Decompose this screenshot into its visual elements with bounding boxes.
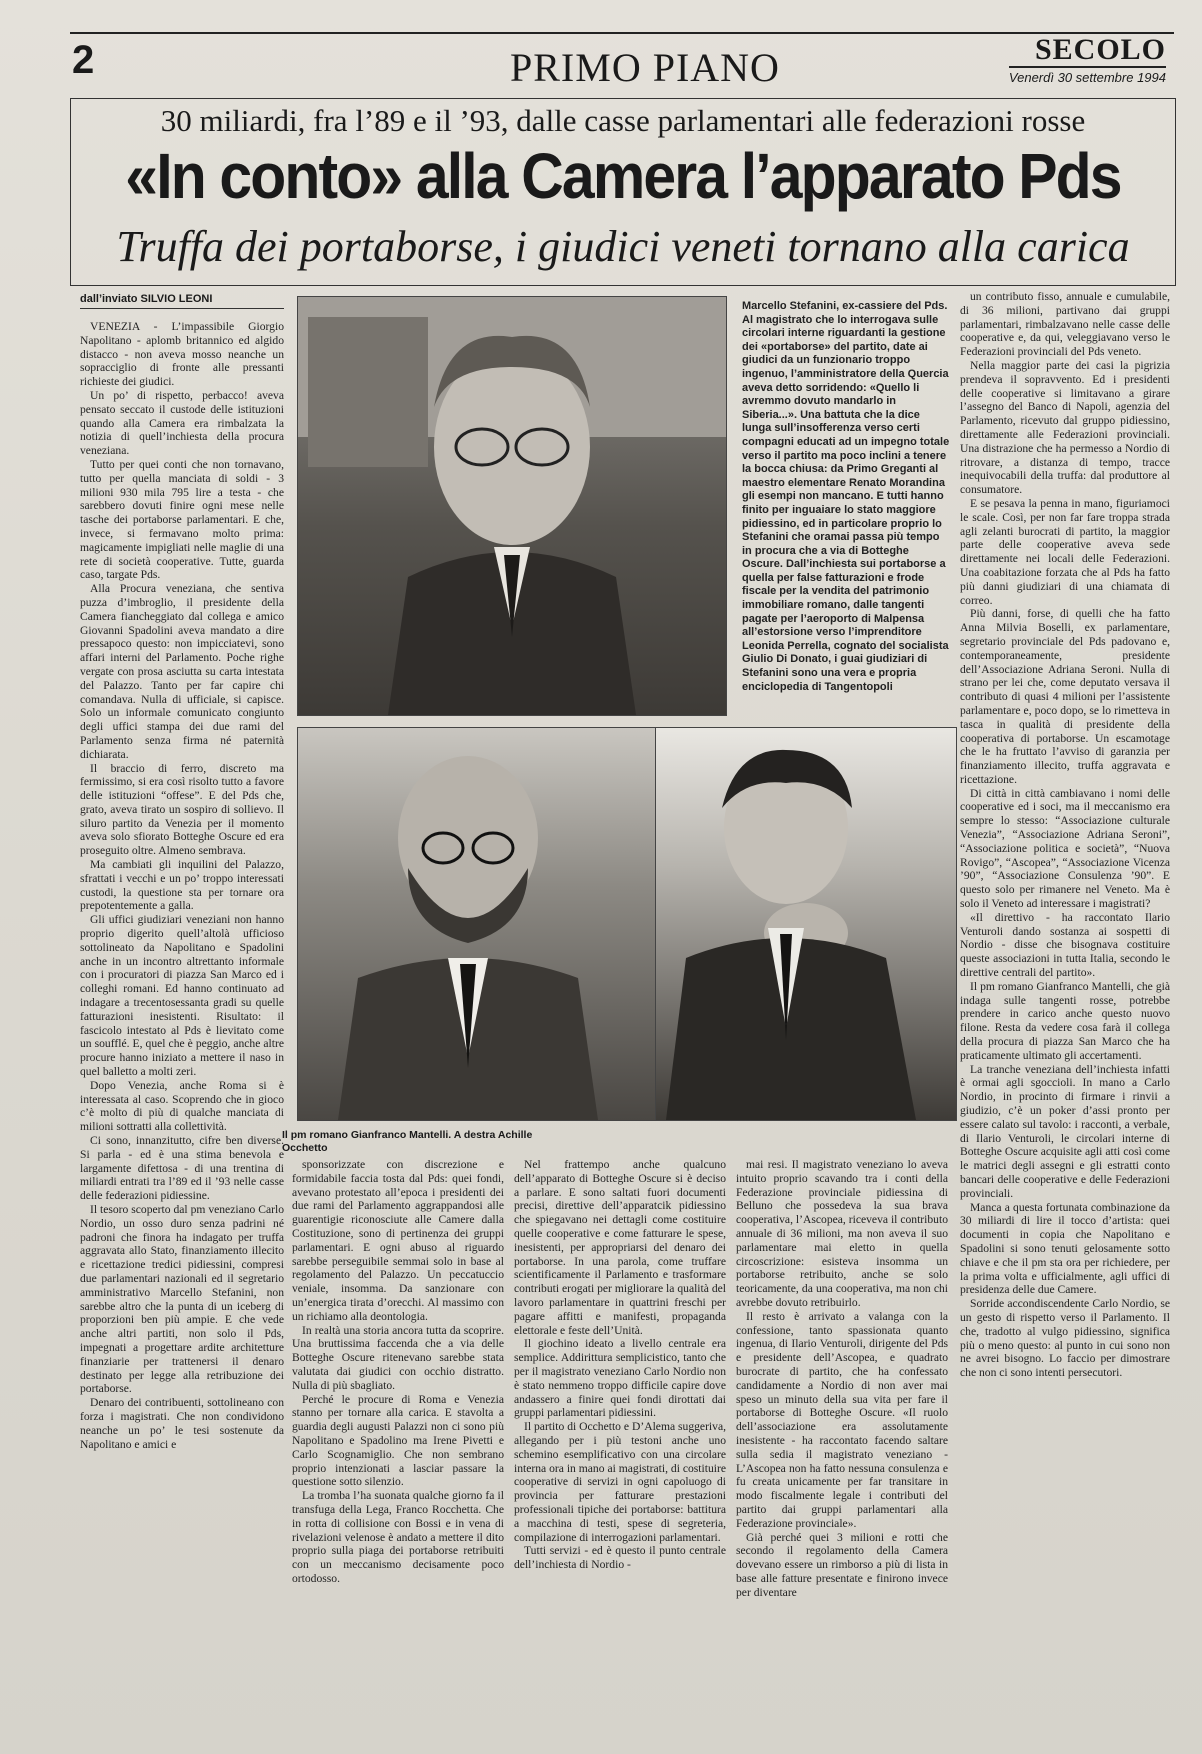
portrait-figure [298, 297, 726, 715]
page-number: 2 [72, 38, 95, 82]
paragraph: Il giochino ideato a livello centrale era semplice. Addirittura semplicistico, tanto che per il magistrato veneziano Carlo Nordio non è stato nemmeno troppo difficile capire dove andassero a finire quei fondi dirottati dai gruppi parlamentari pidiessini. [514, 1337, 726, 1420]
masthead [1009, 34, 1166, 85]
kicker: 30 miliardi, fra l’89 e il ’93, dalle casse parlamentari alle federazioni rosse [160, 103, 1086, 138]
paragraph: Ma cambiati gli inquilini del Palazzo, sfrattati i vecchi e un po’ troppo interessati custodi, la questione sta per tornare ora prepotentemente a galla. [80, 858, 284, 913]
issue-date: Venerdì 30 settembre 1994 [1008, 70, 1166, 85]
column-bottom-2 [514, 1158, 726, 1728]
paragraph: In realtà una storia ancora tutta da scoprire. Una bruttissima faccenda che a via delle Botteghe Oscure ritenevano sarebbe stata valutata dai giudici con occhio distratto. Nulla di più sbagliato. [292, 1323, 504, 1392]
paragraph: Di città in città cambiavano i nomi delle cooperative ed i soci, ma il meccanismo era sempre lo stesso: “Associazione culturale Venezia”, “Associazione Adriana Seroni”, “Associazione politica e società”, “Nuova Rovigo”, “Ascopea”, “Associazione Vicenza ’90”, “Associazione Consulenza ’90”. E questo solo per rimanere nel Veneto. Ma è solo il Veneto ad interessare i magistrati? [960, 786, 1170, 911]
paragraph: Il braccio di ferro, discreto ma fermissimo, si era così risolto tutto a favore delle istituzioni “offese”. E del Pds che, grato, aveva tirato un sospiro di sollievo. Il siluro partito da Venezia per il momento aveva solo sfiorato Botteghe Oscure ed era proseguito oltre. Almeno sembrava. [80, 761, 284, 858]
photo-occhetto [655, 727, 957, 1121]
newspaper-name: SECOLO [1009, 34, 1166, 68]
paragraph: Dopo Venezia, anche Roma si è interessata al caso. Scoprendo che in gioco c’è molto di più di qualche manciata di milioni sottratti alla collettività. [80, 1078, 284, 1134]
paragraph: Sorride accondiscendente Carlo Nordio, se un gesto di rispetto verso il Parlamento. Il che, tradotto al vulgo pidiessino, significa più o meno questo: al punto in cui sono non ne avrei bisogno. Lo faccio per dimostrare che non ci sono intenti persecutori. [960, 1297, 1170, 1380]
photo-stefanini [297, 296, 727, 716]
headline: «In conto» alla Camera l’apparato Pds [125, 140, 1121, 212]
paragraph: Il partito di Occhetto e D’Alema suggeriva, allegando per i più testoni anche uno schemino esemplificativo con una circolare interna ora in mano ai magistrati, di costituire cooperative di servizi in ogni capoluogo di provincia per fatturare prestazioni professionali tipiche dei portaborse: battitura a macchina di testi, spese di segreteria, compilazione di interrogazioni parlamentari. [514, 1420, 726, 1544]
paragraph: Tutto per quei conti che non tornavano, tutto per quella manciata di soldi - 3 milioni 930 mila 795 lire a testa - che sarebbero dovuti finire ogni mese nelle tasche dei portaborse parlamentari. E che, invece, si fermavano molto prima: magicamente impigliati nelle maglie di una rete di società cooperative. Tutte, guarda caso, targate Pds. [80, 457, 284, 582]
paragraph: Il pm romano Gianfranco Mantelli, che già indaga sulle tangenti rosse, potrebbe prendere in carico anche questo nuovo filone. Resta da vedere cosa farà il collega della procura di piazza San Marco che ha praticamente ultimato gli accertamenti. [960, 979, 1170, 1062]
section-title: PRIMO PIANO [510, 45, 780, 90]
paragraph: Nella maggior parte dei casi la pigrizia prendeva il sopravvento. Ed i presidenti delle cooperative si limitavano a girare l’assegno del Banco di Napoli, agenzia del Parlamento, ricevuto dal gruppo pidiessino, direttamente alle Federazioni provinciali. Una distrazione che ha permesso a Nordio di ritrovare, a distanza di tempo, tracce inequivocabili della truffa: dal produttore al consumatore. [960, 358, 1170, 497]
caption-mantelli-occhetto: Il pm romano Gianfranco Mantelli. A destra Achille Occhetto [282, 1129, 533, 1154]
paragraph: Alla Procura veneziana, che sentiva puzza d’imbroglio, il presidente della Camera fiancheggiato dal collega e amico Giovanni Spadolini aveva mandato a dire pressapoco questo: non impicciatevi, sono affari interni del Parlamento. Poche righe vergate con prosa asciutta su carta intestata del Palazzo. Tanto per far capire chi comandava. Nulla di ufficiale, si capisce. Solo un informale comunicato congiunto degli uffici stampa dei due rami del Parlamento senza firma né paternità dichiarata. [80, 582, 284, 761]
paragraph: Più danni, forse, di quelli che ha fatto Anna Milvia Boselli, ex parlamentare, segretario provinciale del Pds padovano e, contemporaneamente, presidente dell’Associazione Adriana Seroni. Nulla di strano per lei che, come deputato versava il contributo di quasi 4 milioni per l’assistente parlamentare e, poco dopo, se lo rimetteva in tasca in qualità di presidente della cooperativa di portaborse. Un escamotage che le ha fruttato l’avviso di garanzia per finanziamento illecito, truffa aggravata e ricettazione. [960, 607, 1170, 786]
caption-stefanini: Marcello Stefanini, ex-cassiere del Pds. Al magistrato che lo interrogava sulle circolari interne riguardanti la gestione dei «portaborse» del partito, date ai giudici da un funzionario troppo ingenuo, l’amministratore della Quercia aveva detto sorridendo: «Quello li avremmo dovuto mandarlo in Siberia...». Una battuta che la dice lunga sull’insofferenza verso certi compagni educati ad un impegno totale verso il partito ma poco inclini a tenere la bocca chiusa: da Primo Greganti al maestro elementare Renato Morandina gli esempi non mancano. E tutti hanno finito per inguaiare lo stato maggiore pidiessino, ed in particolare proprio lo Stefanini che oramai passa più tempo in procura che a via di Botteghe Oscure. Dall’inchiesta sui portaborse a quella per false fatturazioni e frode fiscale per la vendita del patrimonio immobiliare romano, dalle tangenti pagate per l’aeroporto di Malpensa all’estorsione verso l’imprenditore Leonida Perrella, cognato del socialista Giulio Di Donato, i guai giudiziari di Stefanini sono una vera e propria enciclopedia di Tangentopoli [742, 300, 950, 693]
paragraph: Il tesoro scoperto dal pm veneziano Carlo Nordio, un osso duro senza padrini né padroni che finora ha indagato per truffa aggravata allo Stato, finanziamento illecito e ricettazione tredici pidiessini, compresi due parlamentari nazionali ed il segretario amministrativo Marcello Stefanini, non sarebbe altro che la punta di un iceberg di proporzioni ben più ampie. E che vede anche altri partiti, non solo il Pds, impegnati a progettare ardite architetture finanziarie per trattenersi il denaro destinato per legge alla retribuzione dei portaborse. [80, 1203, 284, 1396]
paragraph: La tranche veneziana dell’inchiesta infatti è ormai agli sgoccioli. In mano a Carlo Nordio, in procinto di firmare i rinvii a giudizio, c’è un poker d’assi pronto per essere calato sul tavolo: i racconti, a verbale, di Ilario Venturoli, le circolari interne di Botteghe Oscure acquisite agli atti così come le matrici degli assegni e gli estratti conto bancari delle cooperative e delle Federazioni provinciali. [960, 1062, 1170, 1200]
paragraph: La tromba l’ha suonata qualche giorno fa il transfuga della Lega, Franco Rocchetta. Che in rotta di collisione con Bossi e in vena di rivelazioni velenose è andato a mettere il dito proprio sulla piaga dei portaborse retribuiti con un meccanismo decisamente poco ortodosso. [292, 1489, 504, 1585]
paragraph: sponsorizzate con discrezione e formidabile faccia tosta dal Pds: quei fondi, avevano protestato all’epoca i presidenti dei due rami del Parlamento aggrappandosi alle guarentigie riconosciute alle Camere dalla Costituzione, sono di pertinenza dei gruppi parlamentari. E ogni abuso al riguardo sarebbe perseguibile semmai solo in base al regolamento del Palazzo. Un peccatuccio veniale, insomma. Da sanzionare con un’energica tirata d’orecchi. Al massimo con un richiamo alla deontologia. [292, 1158, 504, 1323]
portrait-figure [656, 728, 956, 1120]
paragraph: E se pesava la penna in mano, figuriamoci le scale. Così, per non far fare troppa strada agli zelanti burocrati di partito, la maggior parte delle cooperative aveva sede direttamente nei locali delle Federazioni. Una coabitazione forzata che al Pds ha fatto più danni giudiziari di una chiamata di correo. [960, 496, 1170, 607]
paragraph: Il resto è arrivato a valanga con la confessione, tanto spassionata quanto ingenua, di Ilario Venturoli, dirigente del Pds e presidente dell’Ascopea, e quadrato burocrate di partito, che ha confessato candidamente a Nordio di non aver mai speso un minuto della sua vita per fare il portaborse di Botteghe Oscure. «Il ruolo dell’associazione era assolutamente inesistente - ha raccontato facendo saltare sulla sedia il magistrato veneziano - L’Ascopea non ha fatto nessuna consulenza e fu creata unicamente per far transitare in modo fiscalmente legale i contributi del partito dai gruppi parlamentari alla Federazione provinciale». [736, 1309, 948, 1530]
paragraph: Ci sono, innanzitutto, cifre ben diverse. Si parla - ed è una stima benevola e largamente difettosa - di una trentina di miliardi entrati tra l’89 ed il ’93 nelle casse delle federazioni pidiessine. [80, 1134, 284, 1203]
paragraph: mai resi. Il magistrato veneziano lo aveva intuito proprio scavando tra i conti della Federazione provinciale pidiessina di Belluno che possedeva la sua brava cooperativa, l’Ascopea, riceveva il contributo annuale di 36 milioni, ma non aveva il suo parlamentare mai eletto in quella circoscrizione: esisteva insomma un portaborse retribuito, anche se solo teoricamente, da una cooperativa, ma non chi avrebbe dovuto retribuirlo. [736, 1158, 948, 1309]
column-right [960, 290, 1170, 1725]
paragraph: Già perché quei 3 milioni e rotti che secondo il regolamento della Camera dovevano essere un rimborso a più di lista in base alle fatture presentate e finirono invece per diventare [736, 1530, 948, 1599]
paragraph: un contributo fisso, annuale e cumulabile, di 36 milioni, partivano dai gruppi parlamentari, rimbalzavano nelle casse delle cooperative e, da qui, veleggiavano verso le Federazioni provinciali del Pds veneto. [960, 290, 1170, 359]
paragraph: Nel frattempo anche qualcuno dell’apparato di Botteghe Oscure si è deciso a parlare. E sono saltati fuori documenti precisi, direttive dell’apparatcik pidiessino che spiegavano nei dettagli come costituire quelle cooperative e come fatturare le spese, inesistenti, per appropriarsi del denaro dei portaborse. In una parola, come truffare scientificamente il Parlamento e trasformare contributi erogati per migliorare la qualità del lavoro parlamentare in quattrini freschi per pagare affitti e manifesti, propaganda elettorale e feste dell’Unità. [514, 1158, 726, 1337]
paragraph: Un po’ di rispetto, perbacco! aveva pensato seccato il custode delle istituzioni quando alla Camera era rimbalzata la notizia di quell’inchiesta della procura veneziana. [80, 388, 284, 458]
headline-box [70, 98, 1176, 286]
paragraph: Tutti servizi - ed è questo il punto centrale dell’inchiesta di Nordio - [514, 1544, 726, 1572]
paragraph: Gli uffici giudiziari veneziani non hanno proprio digerito quell’altolà ufficioso sottolineato da Napolitano e Spadolini anche in un incontro altrettanto informale con i procuratori di piazza San Marco ed i colleghi romani. Ed hanno continuato ad indagare a trecentosessanta gradi su quelle fatturazioni inesistenti. Risultato: il fascicolo intestato al Pds è lievitato come un soufflé. E, quel che è peggio, anche altre procure hanno iniziato a mettere il naso in quel balletto a molti zeri. [80, 913, 284, 1079]
byline: dall’inviato SILVIO LEONI [80, 293, 284, 309]
paragraph: Manca a questa fortunata combinazione da 30 miliardi di lire il tocco d’artista: quei documenti in copia che Napolitano e Spadolini si sono tenuti gelosamente sotto chiave e che il pm sta ora per richiedere, per la prima volta e ufficialmente, agli uffici di presidenza delle due Camere. [960, 1200, 1170, 1297]
column-left [80, 320, 284, 1720]
column-bottom-1 [292, 1158, 504, 1728]
paragraph: «Il direttivo - ha raccontato Ilario Venturoli dando sostanza ai sospetti di Nordio - disse che bisognava costituire queste associazioni in tutta Italia, secondo le direttive centrali del partito». [960, 910, 1170, 980]
subheadline: Truffa dei portaborse, i giudici veneti tornano alla carica [116, 222, 1130, 271]
paragraph: VENEZIA - L’impassibile Giorgio Napolitano - aplomb britannico ed algido distacco - non aveva mosso neanche un sopracciglio di fronte alle pressanti richieste dei giudici. [80, 320, 284, 389]
column-bottom-3 [736, 1158, 948, 1728]
paragraph: Denaro dei contribuenti, sottolineano con forza i magistrati. Che non condividono neanche un po’ le tesi sostenute da Napolitano e amici e [80, 1396, 284, 1451]
paragraph: Perché le procure di Roma e Venezia stanno per tornare alla carica. E stavolta a guardia degli augusti Palazzi non ci sono più Napolitano e Spadolino ma Irene Pivetti e Carlo Scognamiglio. Che non sembrano proprio intenzionati a lasciar passare la questione sotto silenzio. [292, 1392, 504, 1489]
